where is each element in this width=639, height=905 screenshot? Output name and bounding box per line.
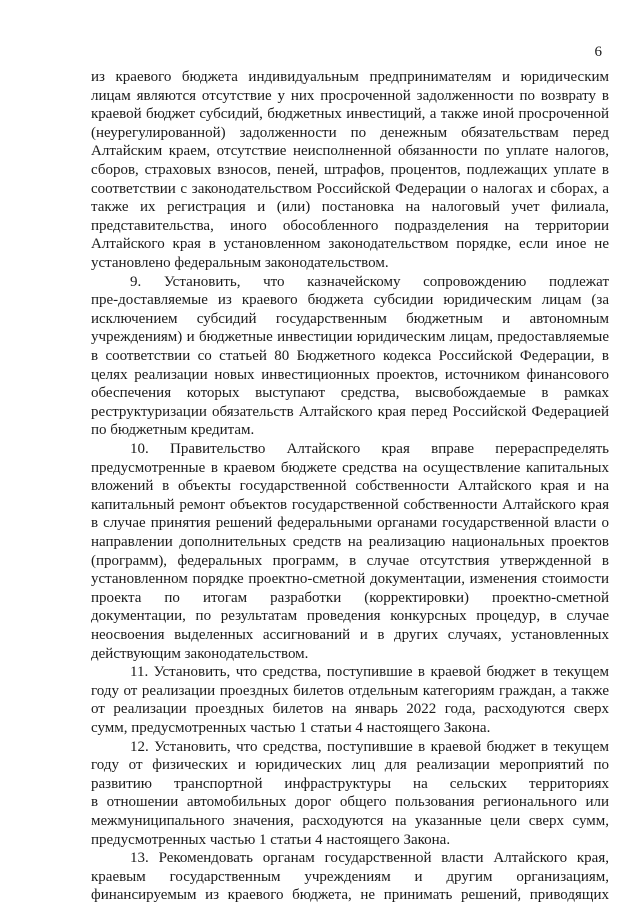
- text-line-8: также их регистрация и (или) постановка на налоговый учет филиала,: [91, 199, 609, 215]
- text-line-2: лицам являются отсутствие у них просроченной задолженности по возврату в: [91, 88, 609, 104]
- text-line-12: 9. Установить, что казначейскому сопровождению подлежат: [130, 274, 609, 290]
- text-line-30: документации, по результатам проведения конкурсных процедур, в случае: [91, 608, 609, 624]
- text-line-34: году от реализации проездных билетов отдельным категориям граждан, а также: [91, 683, 609, 699]
- text-line-10: Алтайского края в установленном законодательством порядке, если иное не: [91, 236, 609, 252]
- text-line-44: краевым государственным учреждениям и другим организациям,: [91, 869, 609, 885]
- text-line-24: капитальный ремонт объектов государственной собственности Алтайского края: [91, 497, 609, 513]
- text-line-18: обеспечения которых выступают средства, высвобождаемые в рамках: [91, 385, 609, 401]
- text-line-32: действующим законодательством.: [91, 646, 309, 662]
- text-line-29: проекта по итогам разработки (корректировки) проектно-сметной: [91, 590, 609, 606]
- text-line-15: учреждениям) и бюджетные инвестиции юридическим лицам, предоставляемые: [91, 329, 609, 345]
- text-line-9: представительства, иного обособленного подразделения на территории: [91, 218, 609, 234]
- text-line-37: 12. Установить, что средства, поступившие в краевой бюджет в текущем: [130, 739, 609, 755]
- text-line-7: соответствии с законодательством Российской Федерации о налогах и сборах, а: [91, 181, 609, 197]
- text-line-11: установлено федеральным законодательством.: [91, 255, 389, 271]
- text-line-6: сборов, страховых взносов, пеней, штрафов, процентов, подлежащих уплате в: [91, 162, 609, 178]
- text-line-4: (неурегулированной) задолженности по денежным обязательствам перед: [91, 125, 609, 141]
- text-line-26: направлении дополнительных средств на реализацию национальных проектов: [91, 534, 609, 550]
- text-line-31: неосвоения выделенных ассигнований и в других случаях, установленных: [91, 627, 609, 643]
- text-line-16: в соответствии со статьей 80 Бюджетного кодекса Российской Федерации, в: [91, 348, 609, 364]
- text-line-28: установленном порядке проектно-сметной документации, изменения стоимости: [91, 571, 609, 587]
- text-line-5: Алтайским краем, отсутствие неисполненной обязанности по уплате налогов,: [91, 143, 609, 159]
- text-line-35: от реализации проездных билетов на январь 2022 года, расходуются сверх: [91, 701, 609, 717]
- text-line-20: по бюджетным кредитам.: [91, 422, 255, 438]
- text-line-40: в отношении автомобильных дорог общего пользования регионального или: [91, 794, 609, 810]
- text-line-22: предусмотренные в краевом бюджете средства на осуществление капитальных: [91, 460, 609, 476]
- text-line-33: 11. Установить, что средства, поступившие в краевой бюджет в текущем: [130, 664, 609, 680]
- text-line-38: году от физических и юридических лиц для реализации мероприятий по: [91, 757, 609, 773]
- text-line-21: 10. Правительство Алтайского края вправе перераспределять: [130, 441, 609, 457]
- text-line-23: вложений в объекты государственной собственности Алтайского края и на: [91, 478, 609, 494]
- text-line-45: финансируемым из краевого бюджета, не принимать решений, приводящих: [91, 887, 609, 903]
- text-line-13: пре-доставляемые из краевого бюджета субсидии юридическим лицам (за: [91, 292, 609, 308]
- page-number: 6: [594, 44, 602, 60]
- text-line-36: сумм, предусмотренных частью 1 статьи 4 настоящего Закона.: [91, 720, 491, 736]
- text-line-25: в случае принятия решений федеральными органами государственной власти о: [91, 515, 609, 531]
- text-line-39: развитию транспортной инфраструктуры на сельских территориях: [91, 776, 609, 792]
- text-line-14: исключением субсидий государственным бюджетным и автономным: [91, 311, 609, 327]
- text-line-1: из краевого бюджета индивидуальным предпринимателям и юридическим: [91, 69, 609, 85]
- text-line-19: реструктуризации обязательств Алтайского края перед Российской Федерацией: [91, 404, 609, 420]
- text-line-41: межмуниципального значения, расходуются на указанные цели сверх сумм,: [91, 813, 609, 829]
- text-line-27: (программ), федеральных программ, в случае отсутствия утвержденной в: [91, 553, 609, 569]
- text-line-17: целях реализации новых инвестиционных проектов, источником финансового: [91, 367, 609, 383]
- text-line-42: предусмотренных частью 1 статьи 4 настоящего Закона.: [91, 832, 451, 848]
- text-line-3: краевой бюджет субсидий, бюджетных инвестиций, а также иной просроченной: [91, 106, 609, 122]
- text-line-43: 13. Рекомендовать органам государственной власти Алтайского края,: [130, 850, 609, 866]
